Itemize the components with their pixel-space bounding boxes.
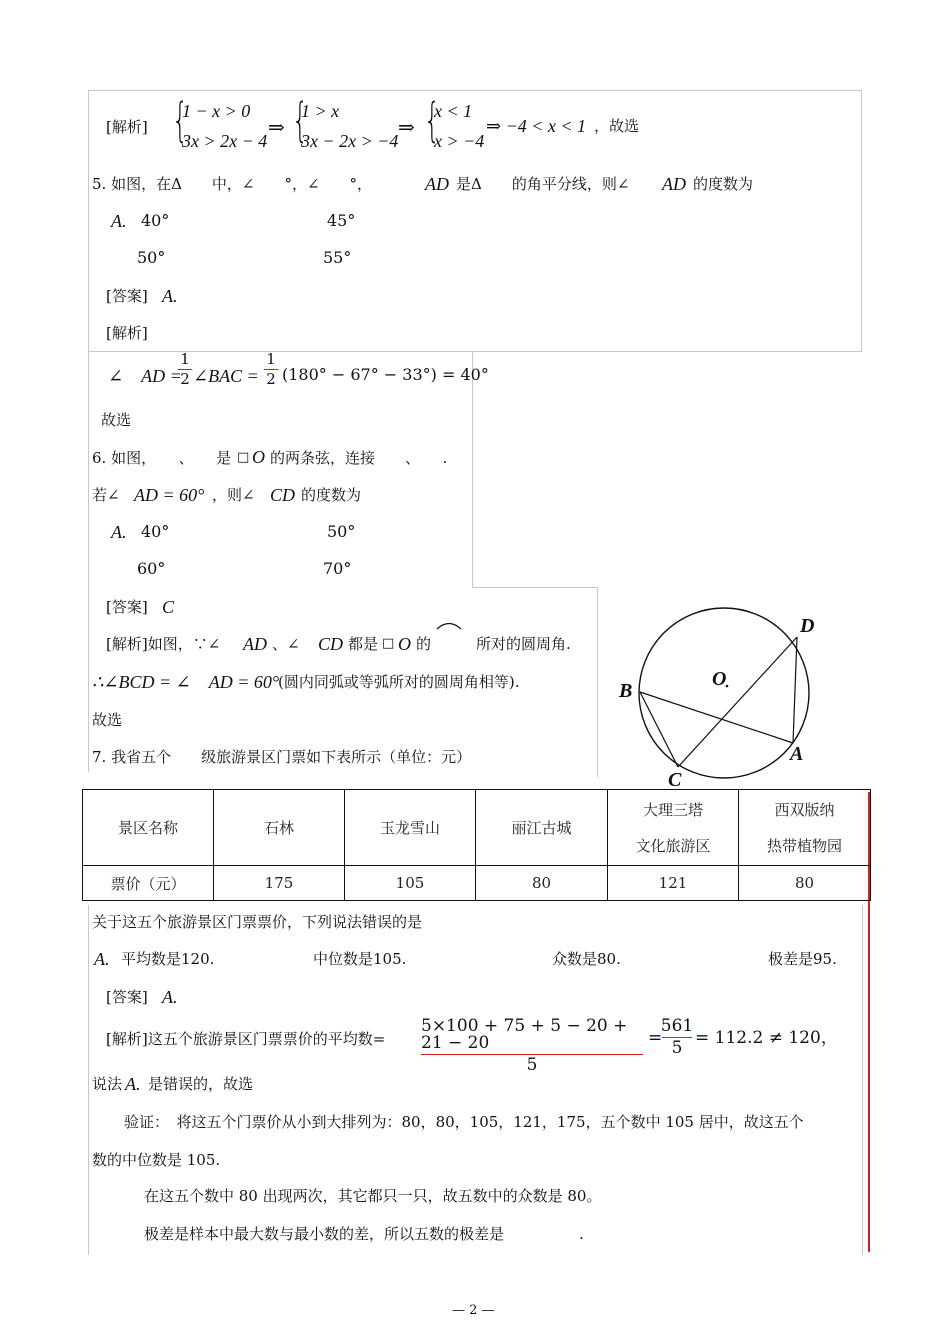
q6-jiexi-end: 的 所对的圆周角.: [416, 635, 571, 653]
q6-reason: (圆内同弧或等弧所对的圆周角相等).: [278, 673, 520, 691]
q7-jiexi: [解析]这五个旅游景区门票票价的平均数=: [106, 1030, 386, 1048]
table-cell: 西双版纳 热带植物园: [739, 790, 871, 866]
table-row: [83, 790, 871, 866]
q7-verify-2: 数的中位数是 105.: [92, 1151, 221, 1169]
q4-sys2-line1: 1 > x: [301, 101, 340, 121]
q5-half-fraction-2: [264, 352, 278, 387]
q7-opt-c-text: 众数是80.: [552, 950, 621, 968]
frame-line: [862, 905, 863, 1255]
q7-opt-d-text: 极差是95.: [768, 950, 837, 968]
q5-answer-label: [答案]: [106, 287, 148, 305]
q6-jiexi-ad: AD: [243, 634, 267, 654]
q5-opt-c-val: 50°: [137, 248, 166, 267]
chord-da: [793, 637, 797, 743]
q7-den-2: 5: [671, 1038, 683, 1058]
q5-half-den-2: 2: [266, 370, 276, 388]
q6-jiexi-cd: CD: [318, 634, 344, 654]
page-number: — 2 —: [452, 1303, 495, 1318]
q4-arrow-2: ⇒: [398, 115, 415, 139]
q5-eq-lhs: ∠ AD =: [108, 366, 182, 386]
q7-fraction-2: [662, 1018, 692, 1057]
q6-answer-val: C: [162, 597, 175, 617]
q6-stem: 6. 如图， 、 是: [92, 449, 232, 467]
q5-opt-a-val: 40°: [141, 211, 170, 230]
q6-jiexi-pre: [解析]如图，∵∠: [106, 635, 221, 653]
q7-opt-a-text: 平均数是120.: [121, 950, 215, 968]
q7-wrong-pre: 说法: [92, 1075, 123, 1093]
q7-num-2: 561: [660, 1016, 694, 1036]
q7-wrong-end: 是错误的，故选: [148, 1075, 254, 1093]
q6-therefore: ∴∠BCD = ∠ AD = 60°: [92, 672, 280, 692]
q7-wrong-a: A.: [125, 1074, 141, 1094]
q6-answer-label: [答案]: [106, 598, 148, 616]
ticket-price-table: [82, 789, 871, 901]
q5-stem: 5. 如图，在Δ 中，∠ °，∠ °，: [92, 175, 373, 193]
q5-jiexi-label: [解析]: [106, 324, 148, 342]
circle-o: [639, 608, 809, 778]
q7-num-1: 5×100 + 75 + 5 − 20 + 21 − 20: [421, 1016, 628, 1053]
q4-q5-frame: [88, 90, 862, 352]
q7-mode: 在这五个数中 80 出现两次，其它都只一只，故五数中的众数是 80。: [144, 1187, 602, 1205]
frame-line: [472, 587, 598, 588]
label-a: A: [790, 743, 804, 765]
q5-opt-b-val: 45°: [327, 211, 356, 230]
q5-answer-val: A.: [162, 286, 178, 306]
table-row-label: 景区名称: [83, 790, 214, 866]
q7-stem: 7. 我省五个 级旅游景区门票如下表所示（单位：元）: [92, 748, 472, 766]
q7-opt-a: A.: [94, 949, 110, 969]
chord-cd: [678, 637, 797, 767]
table-cell: 175: [214, 866, 345, 901]
q4-suffix: ，故选: [594, 117, 640, 135]
q6-opt-a-val: 40°: [141, 522, 170, 541]
circle-figure: [610, 600, 840, 800]
q5-half-den: 2: [180, 370, 190, 388]
q4-jiexi-label: [解析]: [106, 118, 148, 136]
q5-half-num-2: 1: [266, 350, 276, 368]
q4-arrow-1: ⇒: [268, 115, 285, 139]
q4-result: ⇒ −4 < x < 1: [486, 116, 587, 136]
q4-sys3-line1: x < 1: [434, 101, 473, 121]
label-c: C: [668, 769, 682, 791]
q5-eq-mid: ∠BAC =: [193, 366, 259, 386]
table-cell: 玉龙雪山: [345, 790, 476, 866]
q6-line2-cd: CD: [270, 485, 296, 505]
q5-half-num: 1: [180, 350, 190, 368]
q6-opt-c-val: 60°: [137, 559, 166, 578]
frame-line: [472, 352, 473, 588]
table-cell: 80: [476, 866, 608, 901]
q7-equals: =: [648, 1028, 663, 1048]
table-cell: 丽江古城: [476, 790, 608, 866]
q5-half-fraction: [178, 352, 192, 387]
label-o: O: [712, 668, 727, 690]
q5-stem-end: 的度数为: [693, 175, 754, 193]
q6-opt-b-val: 50°: [327, 522, 356, 541]
q5-opt-d-val: 55°: [323, 248, 352, 267]
label-d: D: [800, 615, 815, 637]
q7-fraction-1: [421, 1018, 643, 1074]
q6-circle-symbol-2: □: [382, 636, 395, 651]
q6-opt-a: A.: [111, 522, 127, 542]
q6-line2-mid: ，则∠: [212, 486, 255, 504]
q4-sys2-line2: 3x − 2x > −4: [301, 131, 399, 151]
q6-stem-tail: 的两条弦，连接 、 .: [270, 449, 448, 467]
q6-circle-symbol: □: [237, 450, 250, 465]
q7-den-1: 5: [526, 1055, 538, 1075]
q5-eq-rhs: (180° − 67° − 33°) = 40°: [282, 365, 489, 384]
table-cell: 80: [739, 866, 871, 901]
q5-opt-a: A.: [111, 211, 127, 231]
q4-brace-1: {: [172, 93, 189, 147]
q4-sys1-line2: 3x > 2x − 4: [182, 131, 268, 151]
q5-stem-ad: AD: [425, 174, 449, 194]
q5-stem-tail: 是Δ 的角平分线，则∠: [456, 175, 630, 193]
q7-eq-end: = 112.2 ≠ 120，: [695, 1028, 838, 1048]
q4-brace-3: {: [424, 93, 441, 147]
arc-symbol: [436, 620, 462, 630]
q4-sys1-line1: 1 − x > 0: [182, 101, 251, 121]
q6-opt-d-val: 70°: [323, 559, 352, 578]
q6-stem-o: O: [252, 447, 265, 467]
q6-jiexi-sep: 、∠: [272, 635, 300, 653]
q6-line2-end: 的度数为: [301, 486, 362, 504]
q7-range: 极差是样本中最大数与最小数的差，所以五数的极差是 .: [144, 1225, 584, 1243]
q7-opt-b-text: 中位数是105.: [313, 950, 407, 968]
q6-line2-pre: 若∠: [92, 486, 120, 504]
table-cell: 石林: [214, 790, 345, 866]
q5-conclude: 故选: [101, 411, 132, 429]
table-row-label: 票价（元）: [83, 866, 214, 901]
q7-verify: 验证： 将这五个门票价从小到大排列为：80，80，105，121，175，五个数中 105 居中，故这五个: [124, 1113, 804, 1131]
q4-sys3-line2: x > −4: [434, 131, 485, 151]
table-cell: 105: [345, 866, 476, 901]
table-cell: 121: [608, 866, 739, 901]
frame-line: [88, 905, 89, 1255]
chord-ba: [640, 692, 793, 743]
label-b: B: [619, 680, 633, 702]
q4-brace-2: {: [292, 93, 309, 147]
table-cell: 大理三塔 文化旅游区: [608, 790, 739, 866]
q7-question: 关于这五个旅游景区门票票价，下列说法错误的是: [92, 913, 423, 931]
frame-line: [597, 587, 598, 777]
table-row: [83, 866, 871, 901]
q6-line2-ad: AD = 60°: [134, 485, 205, 505]
q6-jiexi-mid: 都是: [348, 635, 379, 653]
q6-jiexi-o: O: [398, 634, 411, 654]
q7-answer-label: [答案]: [106, 988, 148, 1006]
q7-answer-val: A.: [162, 987, 178, 1007]
q6-conclude: 故选: [92, 711, 123, 729]
q5-stem-ad2: AD: [662, 174, 686, 194]
frame-line: [88, 352, 89, 772]
